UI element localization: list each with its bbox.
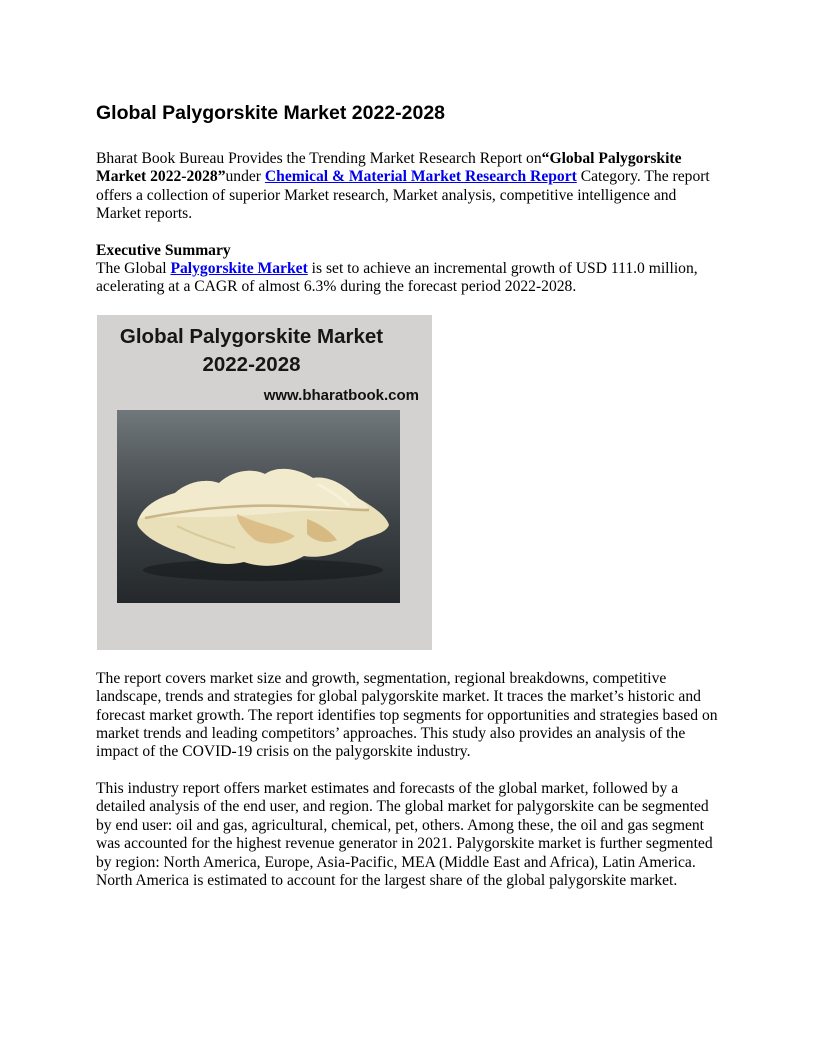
executive-summary-text-1: The Global (96, 260, 171, 278)
intro-text-2: under (225, 168, 265, 186)
segmentation-paragraph: This industry report offers market estimates and forecasts of the global market, followed by a detailed analysis of the end user, and region. The global market for palygorskite can be segmented by end user: oil and gas, agricultural, chemical, pet, others. Among these, the oil and gas segment was accounted for the highest revenue generator in 2021. Palygorskite market is further segmented by region: North America, Europe, Asia-Pacific, MEA (Middle East and Africa), Latin America. North America is estimated to account for the largest share of the global palygorskite market. (96, 779, 713, 889)
intro-text-1: Bharat Book Bureau Provides the Trending Market Research Report on (96, 150, 542, 167)
report-coverage-paragraph: The report covers market size and growth, segmentation, regional breakdowns, competitive landscape, trends and strategies for global palygorskite market. It traces the market’s historic and forecast market growth. The report identifies top segments for opportunities and strategies based on market trends and leading competitors’ approaches. This study also provides an analysis of the impact of the COVID-19 crisis on the palygorskite industry. (96, 669, 718, 761)
intro-text-3: Category. The report offers a collection of superior Market research, Market analysis, competitive intelligence and Market reports. (96, 168, 710, 223)
mineral-photo (117, 410, 400, 603)
chemical-material-report-link[interactable]: Chemical & Material Market Research Report (264, 168, 577, 186)
intro-paragraph (96, 150, 724, 224)
intro-bold-report-title: “Global Palygorskite Market 2022-2028” (96, 150, 682, 186)
banner-title-line2: 2022-2028 (202, 352, 301, 376)
executive-summary-heading: Executive Summary (96, 241, 231, 259)
page-title: Global Palygorskite Market 2022-2028 (96, 102, 446, 124)
palygorskite-market-link[interactable]: Palygorskite Market (170, 260, 308, 278)
executive-summary-paragraph (96, 242, 724, 297)
mineral-rock-illustration (117, 410, 400, 603)
banner-title (97, 315, 432, 379)
executive-summary-text-2: is set to achieve an incremental growth of USD 111.0 million, acelerating at a CAGR of almost 6.3% during the forecast period 2022-2028. (96, 260, 698, 296)
banner-website-text: www.bharatbook.com (263, 386, 419, 404)
report-banner (97, 315, 432, 650)
banner-title-line1: Global Palygorskite Market (119, 324, 384, 348)
